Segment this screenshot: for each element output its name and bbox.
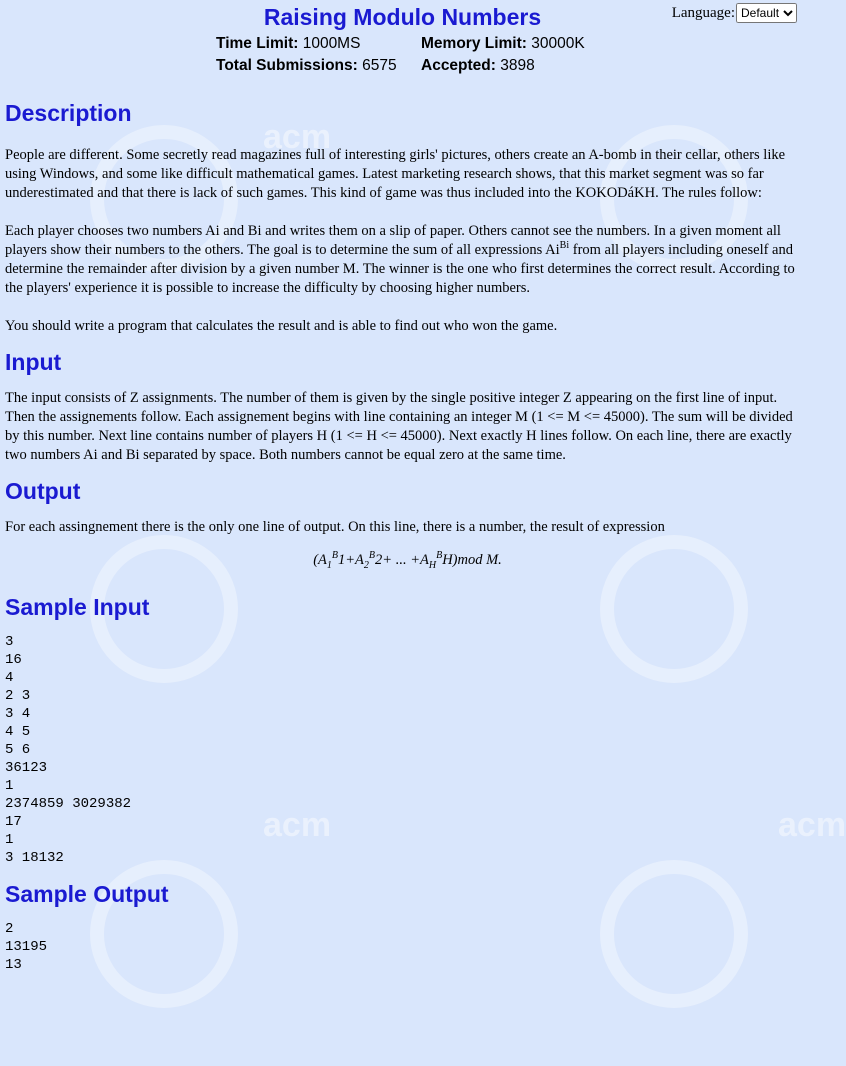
time-limit-value: 1000MS bbox=[302, 35, 361, 52]
description-paragraph: Each player chooses two numbers Ai and Bi and writes them on a slip of paper. Others cannot see the numbers. In a given moment all players show their numbers to the others. The goal is to determine the sum of all expressions $Ai^{Bi}$ from all players including oneself and determine the remainder after division by a given number M. The winner is the one who first determines the correct result. According to the players' experience it is possible to increase the difficulty by choosing higher numbers. bbox=[5, 223, 795, 296]
sample-input-block: 3 16 4 2 3 3 4 4 5 5 6 36123 1 2374859 3029382 17 1 3 18132 bbox=[5, 634, 132, 866]
description-paragraph: People are different. Some secretly read magazines full of interesting girls' pictures, others create an A-bomb in their cellar, others like using Windows, and some like difficult mathematical games. Latest marketing research shows, that this market segment was so far underestimated and that there is lack of such games. This kind of game was thus included into the KOKODáKH. The rules follow: bbox=[5, 147, 786, 201]
description-paragraph: You should write a program that calculates the result and is able to find out who won the game. bbox=[5, 318, 558, 334]
time-limit-label: Time Limit: bbox=[216, 35, 299, 52]
problem-limits bbox=[216, 33, 626, 77]
memory-limit-value: 30000K bbox=[531, 35, 585, 52]
total-submissions-value: 6575 bbox=[362, 57, 397, 74]
sample-input-heading: Sample Input bbox=[5, 594, 150, 620]
description-heading: Description bbox=[5, 100, 132, 126]
output-heading: Output bbox=[5, 478, 81, 504]
output-text: For each assingnement there is the only one line of output. On this line, there is a number, the result of expression bbox=[5, 519, 665, 535]
problem-title: Raising Modulo Numbers bbox=[263, 4, 542, 30]
acm-logo: acm bbox=[263, 118, 332, 156]
problem-content bbox=[5, 98, 800, 974]
output-formula: ($A_1^B1+A_2^B2+$ ... $+A_H^BH)mod$ M. bbox=[313, 550, 502, 571]
total-submissions-label: Total Submissions: bbox=[216, 57, 358, 74]
sample-output-block: 2 13195 13 bbox=[5, 921, 48, 973]
sample-output-heading: Sample Output bbox=[5, 881, 169, 907]
accepted-label: Accepted: bbox=[421, 57, 496, 74]
acm-logo: acm bbox=[263, 806, 332, 844]
input-text: The input consists of Z assignments. The number of them is given by the single positive integer Z appearing on the first line of input. Then the assignements follow. Each assignement begins with line containing an integer M (1 <= M <= 45000). The sum will be divided by this number. Next line contains number of players H (1 <= H <= 45000). Next exactly H lines follow. On each line, there are exactly two numbers Ai and Bi separated by space. Both numbers cannot be equal zero at the same time. bbox=[5, 390, 793, 463]
accepted-value: 3898 bbox=[500, 57, 535, 74]
input-heading: Input bbox=[5, 349, 62, 375]
memory-limit-label: Memory Limit: bbox=[421, 35, 527, 52]
acm-logo: acm bbox=[778, 806, 846, 844]
language-label: Language: bbox=[671, 4, 735, 21]
